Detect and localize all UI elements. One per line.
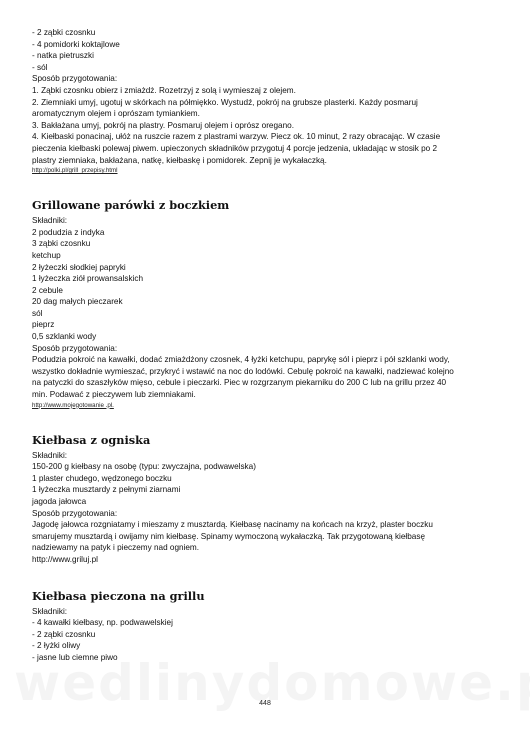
text-line: 0,5 szklanki wody [32, 332, 97, 342]
section-heading: Kiełbasa pieczona na grillu [32, 588, 205, 603]
text-line: 3. Bakłażana umyj, pokrój na plastry. Posmaruj olejem i oprósz oregano. [32, 120, 294, 130]
text-line: Składniki: [32, 606, 68, 616]
text-line: nadziewamy na patyk i pieczemy nad ogniem. [32, 543, 200, 553]
recipe-section-kielbasa-z-ogniska [32, 433, 508, 566]
text-line: 3 ząbki czosnku [32, 239, 91, 249]
text-line: - sól [32, 62, 48, 72]
recipe-section-grillowane-parowki [32, 198, 508, 410]
page-number: 448 [259, 700, 271, 707]
text-line: 2 łyżeczki słodkiej papryki [32, 262, 126, 272]
text-line: na patyczki do szaszłyków mięso, cebule i pieczarki. Piec w rozgrzanym piekarniku do 200 C lub na grillu przez 40 [32, 378, 447, 388]
section-heading: Grillowane parówki z boczkiem [32, 198, 230, 213]
text-line: pieprz [32, 320, 55, 330]
source-link[interactable]: http://www.mojegotowanie .pl. [32, 401, 114, 409]
text-line: - 4 kawałki kiełbasy, np. podwawelskiej [32, 618, 173, 628]
text-line: - 2 ząbki czosnku [32, 28, 96, 37]
text-line: 1 łyżeczka musztardy z pełnymi ziarnami [32, 485, 181, 495]
text-line: Sposób przygotowania: [32, 74, 118, 84]
text-line: Składniki: [32, 216, 68, 226]
text-line: jagoda jałowca [32, 497, 87, 506]
text-line: 2. Ziemniaki umyj, ugotuj w skórkach na półmiękko. Wystudź, pokrój na grubsze plasterki. Każdy posmaruj [32, 97, 418, 107]
text-line: smarujemy musztardą i owijamy nim kiełbasę. Spinamy wymoczoną wykałaczką. Tak przygotowaną kiełbasę [32, 531, 426, 541]
recipe-section-continued [32, 27, 508, 175]
document-page [32, 27, 508, 664]
text-line: 150-200 g kiełbasy na osobę (typu: zwyczajna, podwawelska) [32, 462, 256, 472]
text-line: Sposób przygotowania: [32, 343, 118, 353]
text-line: min. Podawać z pieczywem lub ziemniakami. [32, 390, 196, 400]
text-line: Podudzia pokroić na kawałki, dodać zmiażdżony czosnek, 4 łyżki ketchupu, paprykę sól i pieprz i pół szklanki wody, [32, 355, 450, 365]
text-line: 1 łyżeczka ziół prowansalskich [32, 274, 144, 284]
text-line: - 2 łyżki oliwy [32, 641, 81, 651]
text-line: aromatycznym olejem i oprószam tymiankiem. [32, 109, 200, 119]
source-link[interactable]: http://www.griluj.pl [32, 554, 98, 564]
text-line: - 4 pomidorki koktajlowe [32, 39, 120, 49]
section-heading: Kiełbasa z ogniska [32, 432, 151, 447]
text-line: plastry ziemniaka, bakłażana, natkę, kiełbaskę i pomidorek. Zepnij je wykałaczką. [32, 155, 327, 165]
text-line: 4. Kiełbaski ponacinaj, ułóż na ruszcie razem z plastrami warzyw. Piecz ok. 10 minut, 2 razy obracając. W czasie [32, 132, 441, 142]
text-line: ketchup [32, 250, 61, 260]
text-line: Jagodę jałowca rozgniatamy i mieszamy z musztardą. Kiełbasę nacinamy na końcach na krzyż, plaster boczku [32, 520, 433, 530]
text-line: sól [32, 308, 43, 318]
text-line: 2 podudzia z indyka [32, 227, 105, 237]
text-line: wszystko dokładnie wymieszać, przykryć i wstawić na noc do lodówki. Cebulę pokroić na kawałki, nadziewać kolejno [32, 366, 454, 376]
source-link[interactable]: http://polki.pl/grill_przepisy.html [32, 167, 118, 175]
text-line: 1. Ząbki czosnku obierz i zmiażdż. Rozetrzyj z solą i wymieszaj z olejem. [32, 85, 296, 95]
text-line: Sposób przygotowania: [32, 508, 118, 518]
text-line: - jasne lub ciemne piwo [32, 652, 118, 662]
text-line: pieczenia kiełbaski polewaj piwem. upieczonych składników przygotuj 4 porcje jedzenia, układając w stosik po 2 [32, 143, 438, 153]
text-line: - 2 ząbki czosnku [32, 629, 96, 639]
recipe-section-kielbasa-pieczona [32, 589, 508, 664]
text-line: 1 plaster chudego, wędzonego boczku [32, 473, 172, 483]
text-line: Składniki: [32, 450, 68, 460]
text-line: 2 cebule [32, 285, 63, 295]
text-line: 20 dag małych pieczarek [32, 297, 123, 307]
text-line: - natka pietruszki [32, 51, 94, 61]
